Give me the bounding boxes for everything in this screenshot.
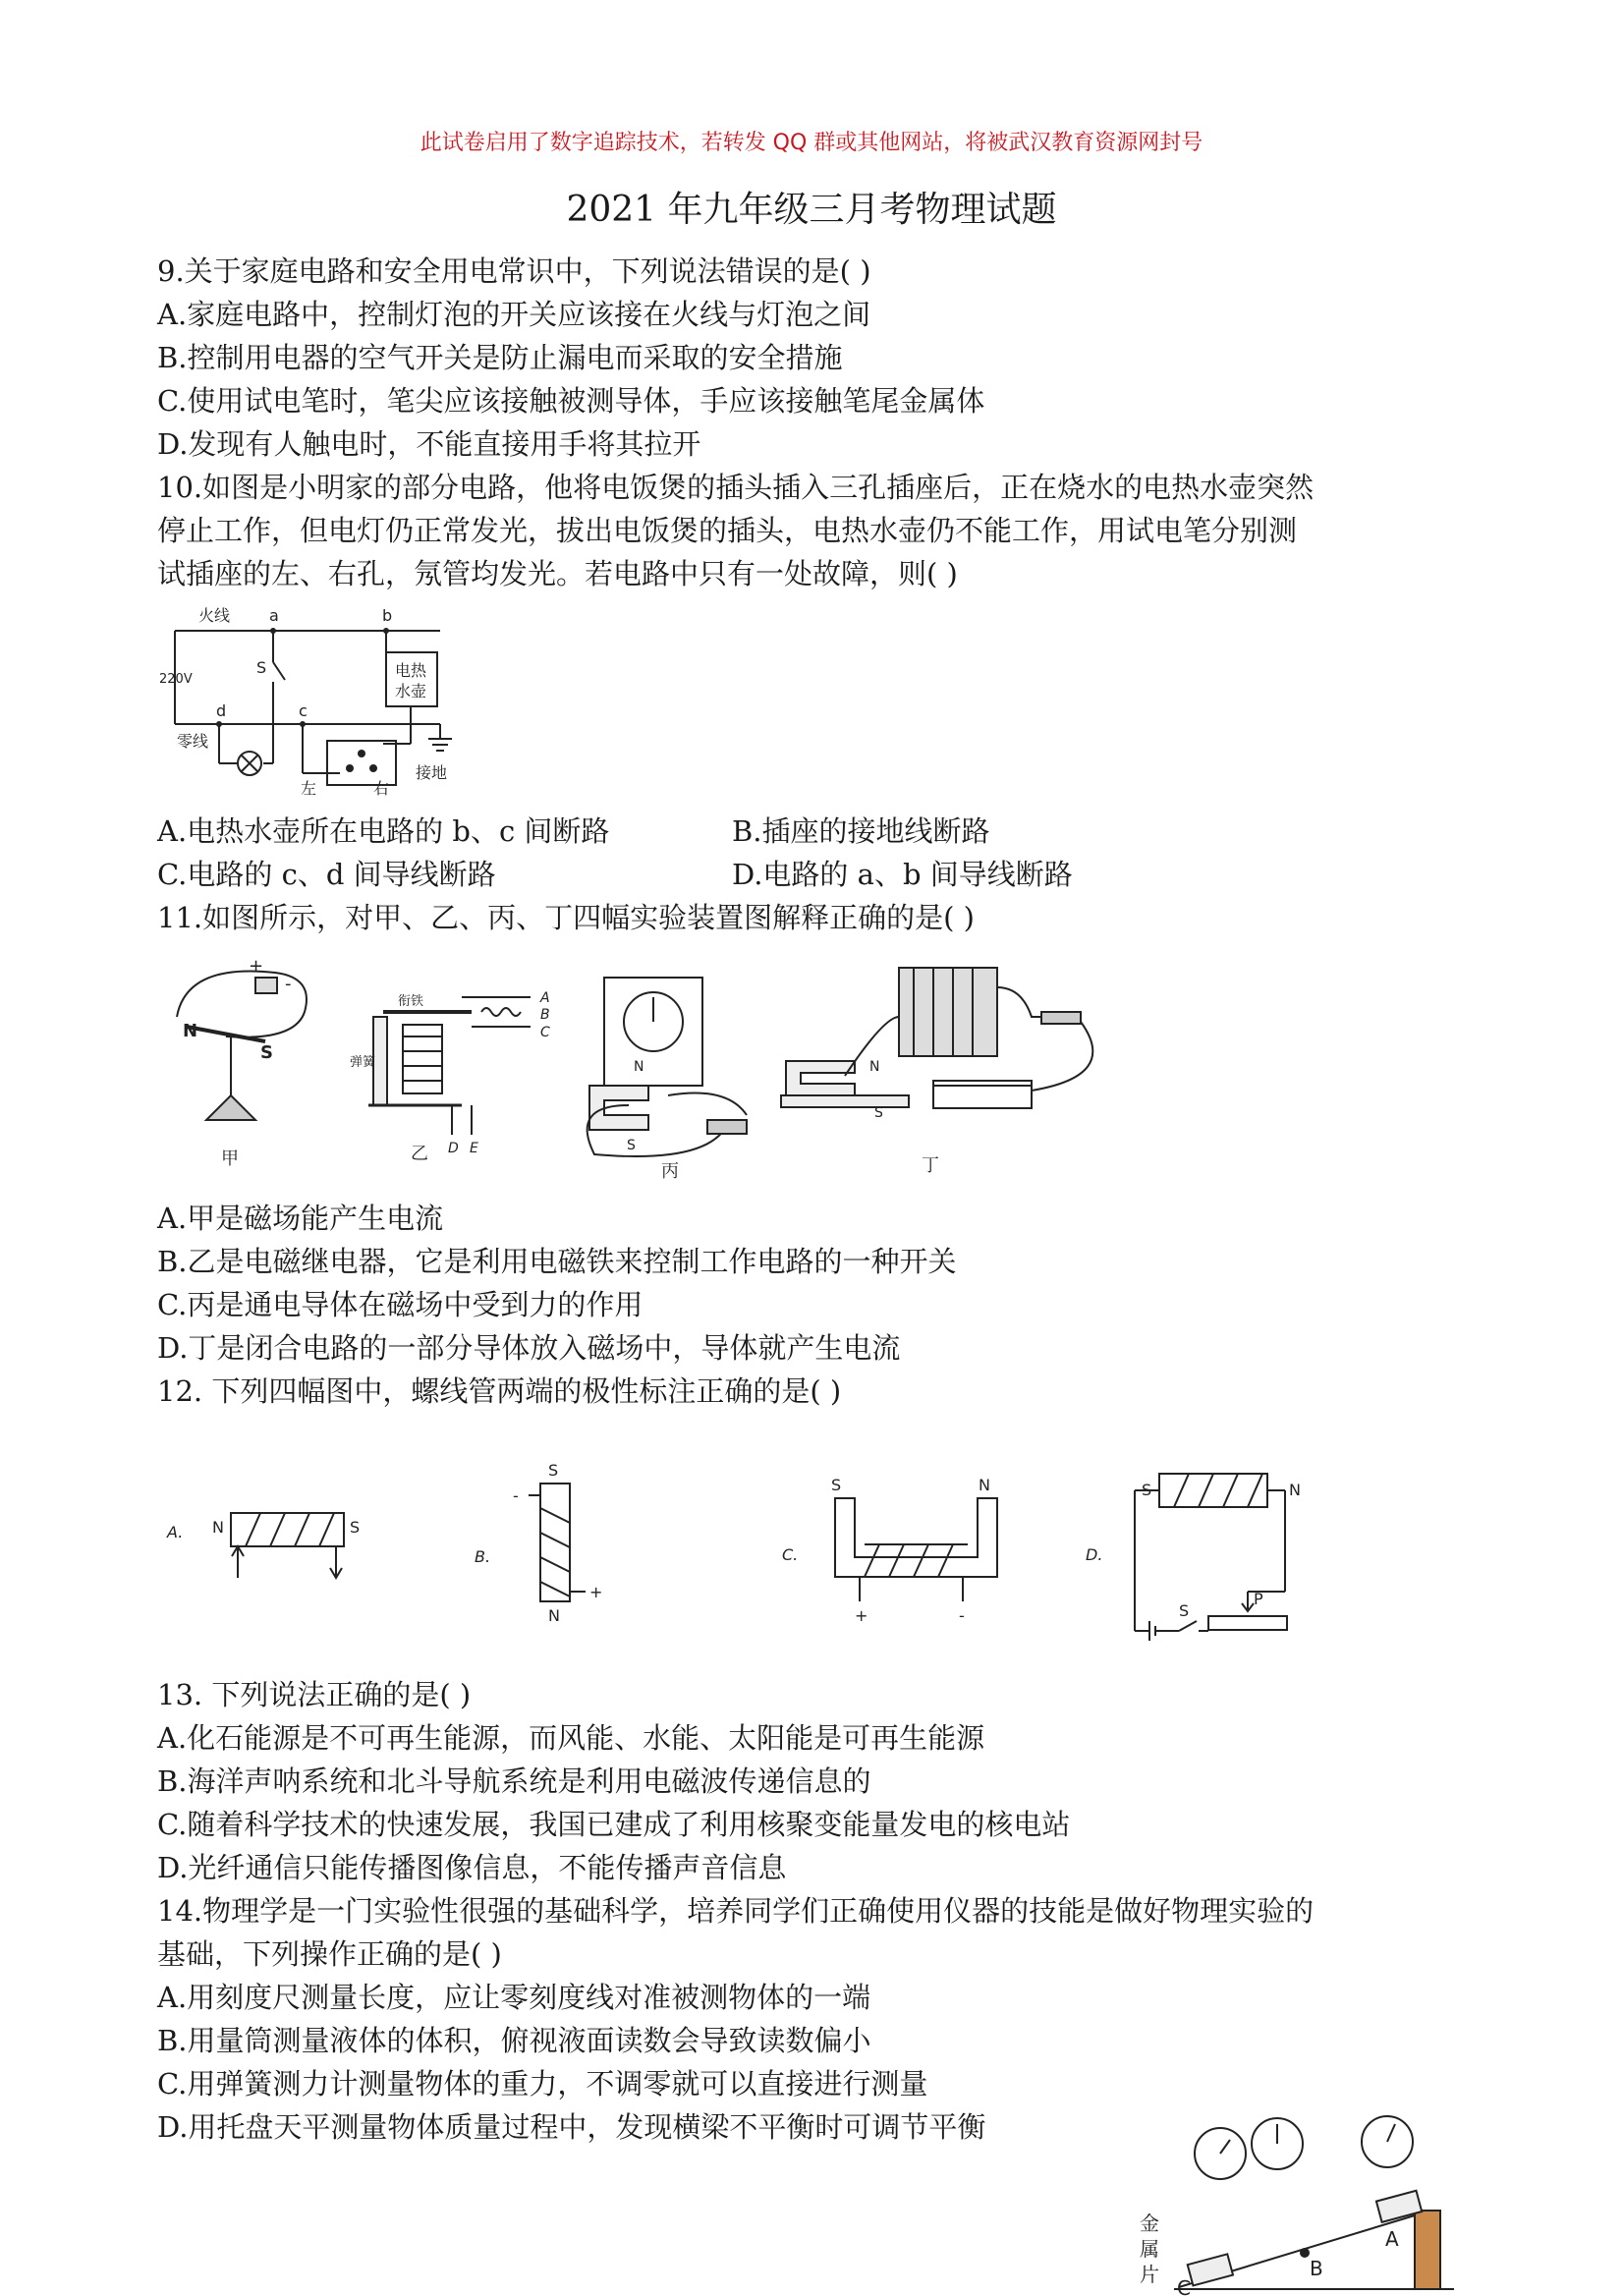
incline-experiment-figure [1130, 2112, 1483, 2296]
q11-yi-armature: 衔铁 [398, 994, 424, 1009]
q14-stem-line2: 基础，下列操作正确的是( ) [157, 1937, 502, 1971]
q11-option-c: C.丙是通电导体在磁场中受到力的作用 [157, 1288, 644, 1321]
q12-c-s: S [831, 1476, 842, 1494]
q11-jia-s: S [260, 1042, 273, 1063]
q13-option-a: A.化石能源是不可再生能源，而风能、水能、太阳能是可再生能源 [157, 1721, 985, 1755]
q11-option-a: A.甲是磁场能产生电流 [157, 1202, 444, 1235]
q11-ding-n: N [869, 1059, 880, 1075]
incline-metal-label-1: 金 [1140, 2212, 1159, 2235]
q11-stem: 11.如图所示，对甲、乙、丙、丁四幅实验装置图解释正确的是( ) [157, 901, 975, 934]
q10-label-b: b [382, 606, 393, 625]
q12-b-s: S [548, 1461, 559, 1480]
q13-option-b: B.海洋声呐系统和北斗导航系统是利用电磁波传递信息的 [157, 1764, 871, 1798]
q10-label-d: d [216, 701, 227, 720]
q11-yi-b: B [540, 1007, 550, 1023]
q10-stem-line2: 停止工作，但电灯仍正常发光，拔出电饭煲的插头，电热水壶仍不能工作，用试电笔分别测 [157, 514, 1298, 547]
q9-option-d: D.发现有人触电时，不能直接用手将其拉开 [157, 427, 701, 461]
q11-ding-s: S [874, 1105, 883, 1121]
q11-yi-c: C [540, 1025, 550, 1040]
q10-label-kettle-2: 水壶 [395, 682, 427, 700]
incline-point-a: A [1385, 2227, 1399, 2251]
q12-a-s: S [350, 1518, 361, 1537]
q10-option-c: C.电路的 c、d 间导线断路 [157, 858, 496, 891]
q11-label-yi: 乙 [411, 1144, 428, 1164]
q11-option-b: B.乙是电磁继电器，它是利用电磁铁来控制工作电路的一种开关 [157, 1245, 957, 1278]
q14-stem-line1: 14.物理学是一门实验性很强的基础科学，培养同学们正确使用仪器的技能是做好物理实验的 [157, 1894, 1315, 1928]
q13-option-c: C.随着科学技术的快速发展，我国已建成了利用核聚变能量发电的核电站 [157, 1808, 1071, 1841]
q12-c-minus: - [959, 1606, 965, 1625]
q11-label-ding: 丁 [922, 1155, 939, 1176]
q10-label-a: a [269, 606, 279, 625]
q14-option-b: B.用量筒测量液体的体积，俯视液面读数会导致读数偏小 [157, 2024, 871, 2057]
q11-bing-s: S [627, 1138, 636, 1153]
q12-label-b: B. [475, 1547, 491, 1566]
q10-stem-line3: 试插座的左、右孔，氖管均发光。若电路中只有一处故障，则( ) [157, 557, 958, 590]
q10-label-left: 左 [301, 779, 317, 798]
q11-option-d: D.丁是闭合电路的一部分导体放入磁场中，导体就产生电流 [157, 1331, 901, 1365]
q11-label-bing: 丙 [661, 1161, 679, 1182]
q14-option-d: D.用托盘天平测量物体质量过程中，发现横梁不平衡时可调节平衡 [157, 2110, 986, 2144]
incline-metal-label-3: 片 [1140, 2263, 1159, 2286]
q10-circuit-diagram [155, 601, 460, 798]
q10-stem-line1: 10.如图是小明家的部分电路，他将电饭煲的插头插入三孔插座后，正在烧水的电热水壶突然 [157, 471, 1315, 504]
q9-option-c: C.使用试电笔时，笔尖应该接触被测导体，手应该接触笔尾金属体 [157, 384, 985, 418]
q10-label-fire-wire: 火线 [198, 606, 231, 625]
q12-d-s: S [1142, 1481, 1152, 1499]
q14-option-c: C.用弹簧测力计测量物体的重力，不调零就可以直接进行测量 [157, 2067, 928, 2100]
incline-point-c: C [1177, 2276, 1191, 2296]
q10-option-d: D.电路的 a、b 间导线断路 [732, 858, 1073, 891]
q11-yi-spring: 弹簧 [350, 1055, 376, 1070]
q12-stem: 12. 下列四幅图中，螺线管两端的极性标注正确的是( ) [157, 1374, 842, 1408]
q11-bing-n: N [634, 1059, 644, 1075]
q10-label-c: c [299, 701, 308, 720]
q12-d-switch: S [1179, 1601, 1190, 1620]
q9-stem: 9.关于家庭电路和安全用电常识中，下列说法错误的是( ) [157, 254, 871, 288]
incline-point-b: B [1310, 2257, 1323, 2280]
q10-label-switch: S [256, 658, 267, 677]
q13-option-d: D.光纤通信只能传播图像信息，不能传播声音信息 [157, 1851, 787, 1884]
incline-metal-label-2: 属 [1140, 2237, 1159, 2261]
q10-option-b: B.插座的接地线断路 [732, 814, 990, 848]
q14-option-a: A.用刻度尺测量长度，应让零刻度线对准被测物体的一端 [157, 1981, 871, 2014]
q12-a-n: N [212, 1518, 224, 1537]
q9-option-a: A.家庭电路中，控制灯泡的开关应该接在火线与灯泡之间 [157, 298, 871, 331]
q11-jia-minus: - [285, 974, 292, 994]
q12-b-n: N [548, 1606, 560, 1625]
q12-label-d: D. [1086, 1545, 1103, 1564]
q12-b-plus: + [589, 1583, 603, 1601]
q10-label-right: 右 [373, 779, 390, 798]
q12-d-slider: P [1254, 1590, 1263, 1608]
q11-jia-n: N [183, 1021, 198, 1041]
q12-d-n: N [1289, 1481, 1301, 1499]
q11-jia-plus: + [249, 958, 264, 977]
q12-solenoid-figures [157, 1454, 1336, 1641]
q13-stem: 13. 下列说法正确的是( ) [157, 1678, 472, 1711]
tracking-notice: 此试卷启用了数字追踪技术，若转发 QQ 群或其他网站，将被武汉教育资源网封号 [420, 131, 1203, 155]
q12-label-c: C. [782, 1545, 799, 1564]
page-title: 2021 年九年级三月考物理试题 [566, 190, 1057, 230]
q12-label-a: A. [167, 1523, 184, 1541]
q12-b-minus: - [513, 1486, 519, 1505]
q10-label-kettle-1: 电热 [395, 661, 427, 680]
q11-label-jia: 甲 [221, 1148, 239, 1169]
q12-c-n: N [979, 1476, 990, 1494]
q11-experiment-figures [157, 958, 1100, 1189]
q11-yi-e: E [470, 1141, 478, 1156]
q10-label-voltage: 220V [159, 672, 193, 687]
q9-option-b: B.控制用电器的空气开关是防止漏电而采取的安全措施 [157, 341, 843, 374]
q11-yi-d: D [448, 1141, 459, 1156]
q10-label-ground: 接地 [416, 763, 448, 782]
q12-c-plus: + [855, 1606, 868, 1625]
q10-option-a: A.电热水壶所在电路的 b、c 间断路 [157, 814, 610, 848]
q11-yi-a: A [540, 990, 550, 1006]
q10-label-zero-wire: 零线 [177, 732, 209, 751]
